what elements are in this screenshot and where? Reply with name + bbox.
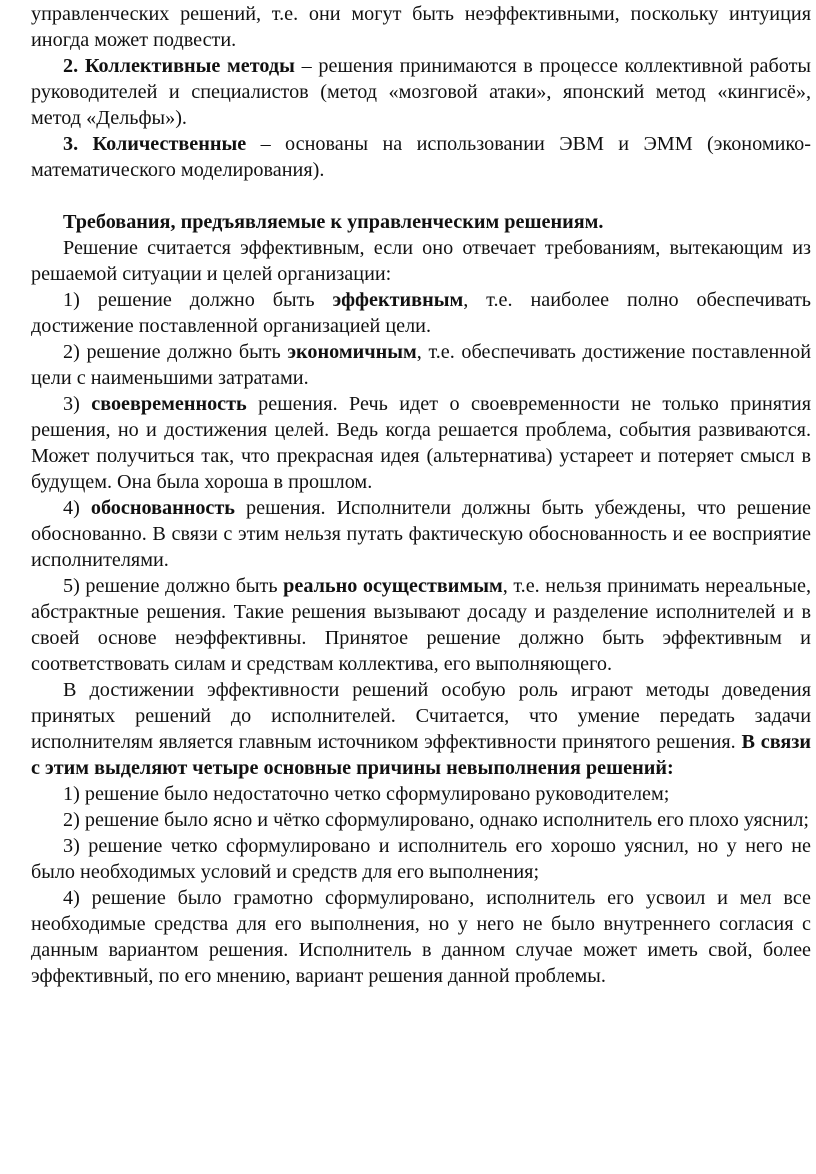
requirement-item-3: 3) своевременность решения. Речь идет о своевременности не только принятия решения, но и достижения целей. Ведь когда решается проблема, события развиваются. Может получиться так, что прекрасная идея (альтернатива) устареет и потеряет смысл в будущем. Она была хороша в прошлом.: [31, 393, 811, 493]
quantitative-methods-term: 3. Количественные: [63, 133, 247, 155]
paragraph-collective-methods: 2. Коллективные методы – решения принимаются в процессе коллективной работы руководителей и специалистов (метод «мозговой атаки», японский метод «кингисё», метод «Дельфы»).: [31, 55, 811, 129]
reason-item-4: 4) решение было грамотно сформулировано, исполнитель его усвоил и мел все необходимые средства для его выполнения, но у него не было внутреннего согласия с данным вариантом решения. Исполнитель в данном случае может иметь свой, более эффективный, по его мнению, вариант решения данной проблемы.: [31, 887, 811, 987]
collective-methods-term: 2. Коллективные методы: [63, 55, 295, 77]
reason-item-3: 3) решение четко сформулировано и исполнитель его хорошо уяснил, но у него не было необходимых условий и средств для его выполнения;: [31, 835, 811, 883]
reason-item-2: 2) решение было ясно и чётко сформулировано, однако исполнитель его плохо уяснил;: [63, 809, 810, 831]
reason-item-1: 1) решение было недостаточно четко сформулировано руководителем;: [63, 783, 670, 805]
section-heading: Требования, предъявляемые к управленческим решениям.: [63, 211, 604, 233]
requirement-item-1: 1) решение должно быть эффективным, т.е. наиболее полно обеспечивать достижение поставленной организацией цели.: [31, 289, 812, 337]
paragraph-intuition-continuation: управленческих решений, т.е. они могут быть неэффективными, поскольку интуиция иногда может подвести.: [31, 3, 811, 51]
requirement-item-2: 2) решение должно быть экономичным, т.е. обеспечивать достижение поставленной цели с наименьшими затратами.: [31, 341, 811, 389]
paragraph-communication-methods: В достижении эффективности решений особую роль играют методы доведения принятых решений до исполнителей. Считается, что умение передать задачи исполнителям является главным источником эффективности принятого решения. В связи с этим выделяют четыре основные причины невыполнения решений:: [31, 679, 811, 779]
paragraph-quantitative-methods: 3. Количественные – основаны на использовании ЭВМ и ЭММ (экономико-математического моделирования).: [31, 133, 811, 181]
requirement-item-4: 4) обоснованность решения. Исполнители должны быть убеждены, что решение обоснованно. В связи с этим нельзя путать фактическую обоснованность и ее восприятие исполнителями.: [31, 497, 811, 571]
paragraph-effectiveness-intro: Решение считается эффективным, если оно отвечает требованиям, вытекающим из решаемой ситуации и целей организации:: [31, 237, 811, 285]
four-reasons-statement: В связи с этим выделяют четыре основные причины невыполнения решений:: [31, 731, 811, 779]
requirement-item-5: 5) решение должно быть реально осуществимым, т.е. нельзя принимать нереальные, абстрактные решения. Такие решения вызывают досаду и разделение исполнителей и в своей основе неэффективны. Принятое решение должно быть эффективным и соответствовать силам и средствам коллектива, его выполняющего.: [31, 575, 811, 675]
